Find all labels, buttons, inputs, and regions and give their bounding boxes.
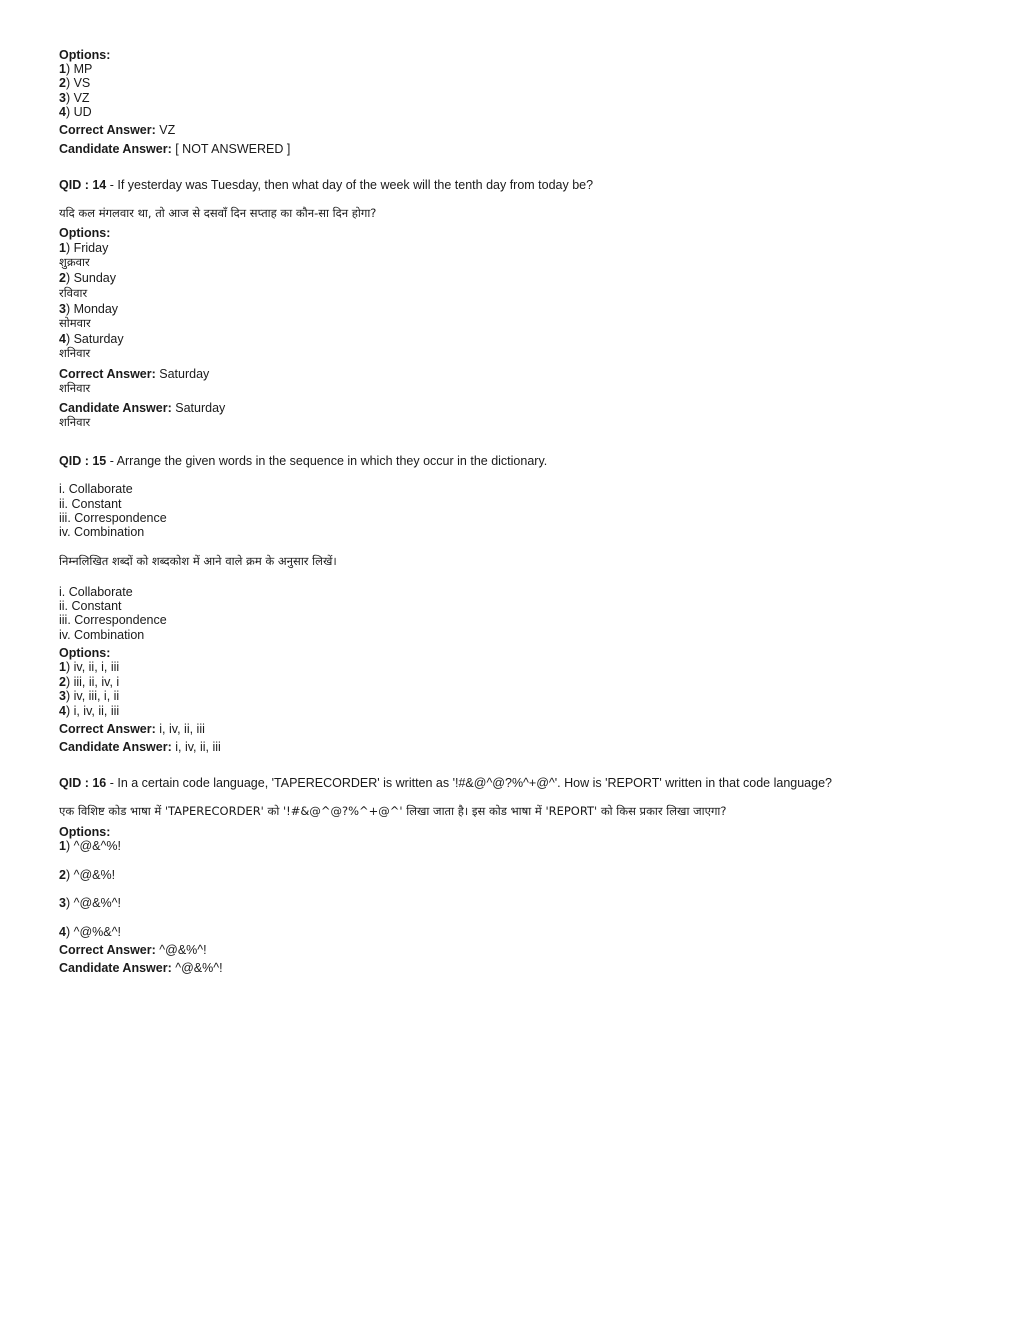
q13-option-2: 2) VS	[59, 76, 91, 90]
q14-option-1-hindi: शुक्रवार	[59, 255, 90, 269]
q16-options-label: Options:	[59, 825, 111, 839]
q16-option-2: 2) ^@&%!	[59, 868, 116, 882]
q13-option-4: 4) UD	[59, 105, 92, 119]
q15-correct-answer: Correct Answer: i, iv, ii, iii	[59, 722, 205, 736]
q13-option-1: 1) MP	[59, 62, 93, 76]
q15-word-2: ii. Constant	[59, 497, 122, 511]
q13-candidate-answer: Candidate Answer: [ NOT ANSWERED ]	[59, 142, 291, 156]
q14-correct-answer-hindi: शनिवार	[59, 381, 91, 395]
q14-option-1: 1) Friday	[59, 241, 109, 255]
q14-candidate-answer-hindi: शनिवार	[59, 415, 91, 429]
q14-option-4: 4) Saturday	[59, 332, 124, 346]
q15-word-4: iv. Combination	[59, 525, 145, 539]
q16-correct-answer: Correct Answer: ^@&%^!	[59, 943, 207, 957]
q13-options-label: Options:	[59, 48, 111, 62]
q15-candidate-answer: Candidate Answer: i, iv, ii, iii	[59, 740, 221, 754]
q15-question-hindi: निम्नलिखित शब्दों को शब्दकोश में आने वाले क्रम के अनुसार लिखें।	[59, 554, 337, 568]
q14-candidate-answer: Candidate Answer: Saturday	[59, 401, 226, 415]
q15-word-3: iii. Correspondence	[59, 511, 167, 525]
q16-candidate-answer: Candidate Answer: ^@&%^!	[59, 961, 223, 975]
q15-word-hi-4: iv. Combination	[59, 628, 145, 642]
q15-word-hi-3: iii. Correspondence	[59, 613, 167, 627]
q16-option-3: 3) ^@&%^!	[59, 896, 121, 910]
q16-question-hindi: एक विशिष्ट कोड भाषा में 'TAPERECORDER' को '!#&@^@?%^+@^' लिखा जाता है। इस कोड भाषा में 'REPORT' को किस प्रकार लिखा जाएगा?	[59, 804, 727, 818]
q14-option-4-hindi: शनिवार	[59, 346, 91, 360]
q14-correct-answer: Correct Answer: Saturday	[59, 367, 210, 381]
q15-option-2: 2) iii, ii, iv, i	[59, 675, 120, 689]
q14-option-3-hindi: सोमवार	[59, 316, 91, 330]
q14-option-2: 2) Sunday	[59, 271, 116, 285]
q16-question: QID : 16 - In a certain code language, 'TAPERECORDER' is written as '!#&@^@?%^+@^'. How is 'REPORT' written in that code language?	[59, 776, 832, 790]
q15-option-1: 1) iv, ii, i, iii	[59, 660, 120, 674]
q14-question-hindi: यदि कल मंगलवार था, तो आज से दसवाँ दिन सप्ताह का कौन-सा दिन होगा?	[59, 206, 377, 220]
q15-question: QID : 15 - Arrange the given words in the sequence in which they occur in the dictionary.	[59, 454, 548, 468]
q15-option-3: 3) iv, iii, i, ii	[59, 689, 120, 703]
q13-option-3: 3) VZ	[59, 91, 90, 105]
q16-option-4: 4) ^@%&^!	[59, 925, 121, 939]
q15-word-1: i. Collaborate	[59, 482, 133, 496]
q13-correct-answer: Correct Answer: VZ	[59, 123, 176, 137]
q15-option-4: 4) i, iv, ii, iii	[59, 704, 120, 718]
q15-options-label: Options:	[59, 646, 111, 660]
q15-word-hi-2: ii. Constant	[59, 599, 122, 613]
q16-option-1: 1) ^@&^%!	[59, 839, 121, 853]
q14-options-label: Options:	[59, 226, 111, 240]
q14-option-2-hindi: रविवार	[59, 286, 88, 300]
q14-option-3: 3) Monday	[59, 302, 119, 316]
q15-word-hi-1: i. Collaborate	[59, 585, 133, 599]
q14-question: QID : 14 - If yesterday was Tuesday, then what day of the week will the tenth day from today be?	[59, 178, 594, 192]
